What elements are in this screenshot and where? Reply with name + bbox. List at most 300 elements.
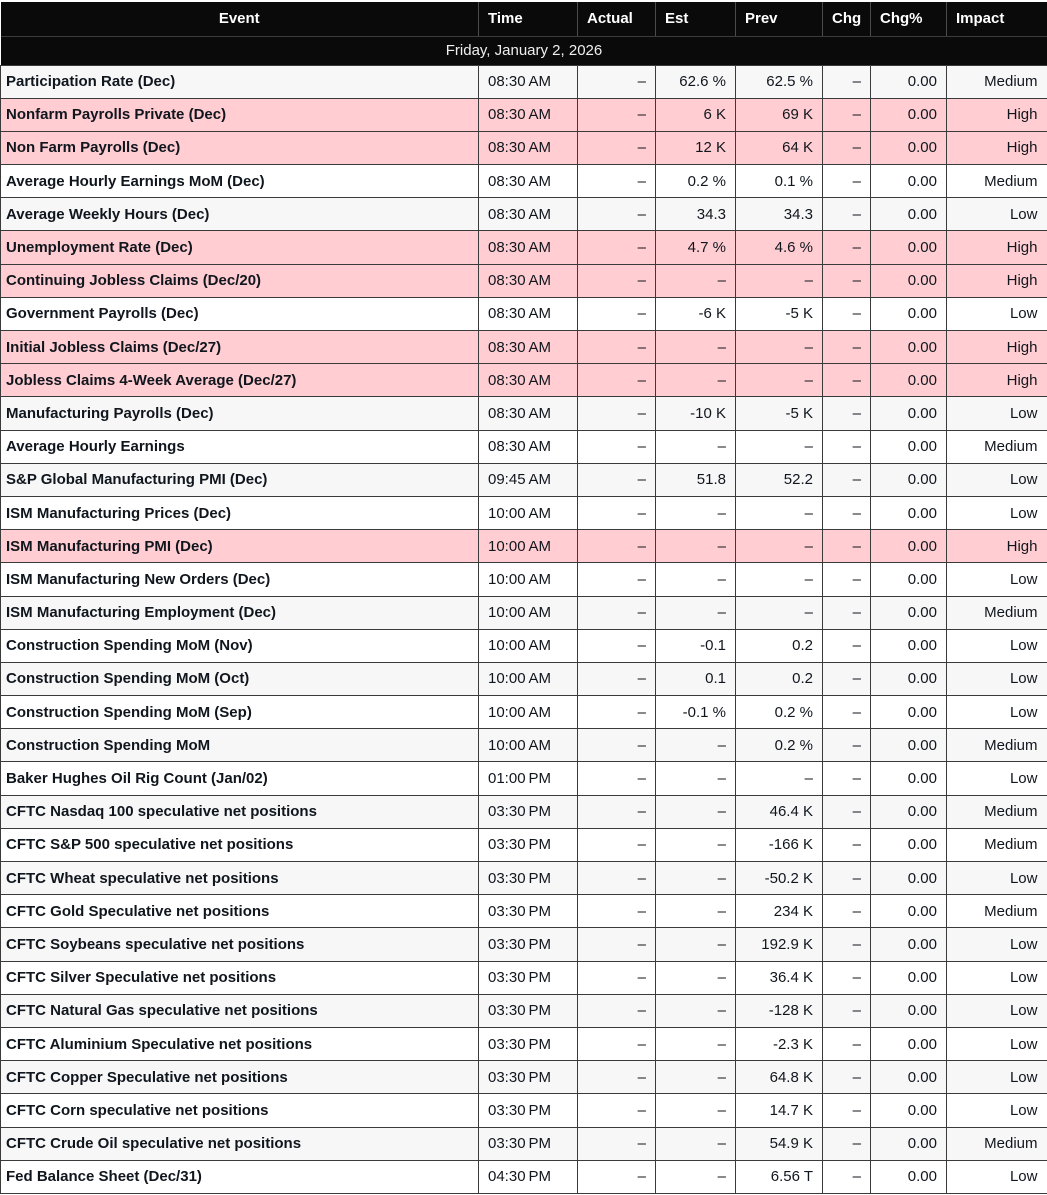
impact-cell: Medium [947,828,1047,861]
table-row[interactable] [1,530,1047,563]
event-cell: Non Farm Payrolls (Dec) [1,131,479,164]
column-header-chg: Chg% [871,2,947,36]
column-header-event: Event [1,2,479,36]
prev-cell: – [736,762,823,795]
table-row[interactable] [1,994,1047,1027]
table-row[interactable] [1,165,1047,198]
chgpct-cell: 0.00 [871,563,947,596]
event-cell: Initial Jobless Claims (Dec/27) [1,331,479,364]
time-cell: 08:30 AM [479,131,578,164]
table-row[interactable] [1,1094,1047,1127]
chgpct-cell: 0.00 [871,1160,947,1193]
impact-cell: High [947,364,1047,397]
prev-cell: -166 K [736,828,823,861]
actual-cell: – [578,563,656,596]
impact-cell: Low [947,662,1047,695]
table-row[interactable] [1,696,1047,729]
prev-cell: – [736,496,823,529]
chg-cell: – [823,895,871,928]
table-row[interactable] [1,264,1047,297]
prev-cell: 46.4 K [736,795,823,828]
prev-cell: -2.3 K [736,1027,823,1060]
chg-cell: – [823,1127,871,1160]
est-cell: – [656,364,736,397]
event-cell: CFTC Crude Oil speculative net positions [1,1127,479,1160]
table-row[interactable] [1,596,1047,629]
est-cell: – [656,496,736,529]
actual-cell: – [578,1094,656,1127]
actual-cell: – [578,530,656,563]
chgpct-cell: 0.00 [871,297,947,330]
event-cell: Construction Spending MoM [1,729,479,762]
chg-cell: – [823,961,871,994]
actual-cell: – [578,1127,656,1160]
table-row[interactable] [1,364,1047,397]
time-cell: 03:30 PM [479,1127,578,1160]
actual-cell: – [578,264,656,297]
table-row[interactable] [1,65,1047,98]
time-cell: 10:00 AM [479,662,578,695]
est-cell: 6 K [656,98,736,131]
table-row[interactable] [1,961,1047,994]
actual-cell: – [578,828,656,861]
actual-cell: – [578,729,656,762]
actual-cell: – [578,696,656,729]
impact-cell: High [947,331,1047,364]
impact-cell: Medium [947,165,1047,198]
chg-cell: – [823,862,871,895]
table-row[interactable] [1,430,1047,463]
event-cell: Nonfarm Payrolls Private (Dec) [1,98,479,131]
chg-cell: – [823,98,871,131]
actual-cell: – [578,463,656,496]
prev-cell: 0.2 [736,662,823,695]
actual-cell: – [578,662,656,695]
chg-cell: – [823,165,871,198]
est-cell: -6 K [656,297,736,330]
chgpct-cell: 0.00 [871,397,947,430]
actual-cell: – [578,994,656,1027]
impact-cell: High [947,98,1047,131]
chg-cell: – [823,198,871,231]
impact-cell: Low [947,463,1047,496]
event-cell: CFTC Silver Speculative net positions [1,961,479,994]
chgpct-cell: 0.00 [871,828,947,861]
event-cell: CFTC Soybeans speculative net positions [1,928,479,961]
chgpct-cell: 0.00 [871,131,947,164]
time-cell: 10:00 AM [479,563,578,596]
actual-cell: – [578,1027,656,1060]
event-cell: CFTC Wheat speculative net positions [1,862,479,895]
time-cell: 10:00 AM [479,696,578,729]
est-cell: 4.7 % [656,231,736,264]
event-cell: Unemployment Rate (Dec) [1,231,479,264]
est-cell: 62.6 % [656,65,736,98]
actual-cell: – [578,131,656,164]
chg-cell: – [823,1094,871,1127]
chgpct-cell: 0.00 [871,895,947,928]
prev-cell: – [736,430,823,463]
time-cell: 08:30 AM [479,331,578,364]
impact-cell: Low [947,629,1047,662]
column-header-est: Est [656,2,736,36]
chgpct-cell: 0.00 [871,1027,947,1060]
time-cell: 08:30 AM [479,264,578,297]
event-cell: CFTC Natural Gas speculative net positions [1,994,479,1027]
column-header-time: Time [479,2,578,36]
impact-cell: Low [947,397,1047,430]
chgpct-cell: 0.00 [871,331,947,364]
chgpct-cell: 0.00 [871,596,947,629]
chg-cell: – [823,463,871,496]
est-cell: – [656,795,736,828]
actual-cell: – [578,596,656,629]
time-cell: 08:30 AM [479,397,578,430]
impact-cell: Low [947,696,1047,729]
prev-cell: 54.9 K [736,1127,823,1160]
table-row[interactable] [1,98,1047,131]
est-cell: – [656,530,736,563]
chg-cell: – [823,994,871,1027]
actual-cell: – [578,928,656,961]
prev-cell: – [736,264,823,297]
prev-cell: -50.2 K [736,862,823,895]
chgpct-cell: 0.00 [871,496,947,529]
prev-cell: – [736,331,823,364]
chg-cell: – [823,1160,871,1193]
chg-cell: – [823,65,871,98]
est-cell: – [656,1127,736,1160]
prev-cell: -128 K [736,994,823,1027]
time-cell: 03:30 PM [479,862,578,895]
prev-cell: -5 K [736,397,823,430]
chgpct-cell: 0.00 [871,1094,947,1127]
impact-cell: Low [947,961,1047,994]
chg-cell: – [823,530,871,563]
table-row[interactable] [1,496,1047,529]
prev-cell: -5 K [736,297,823,330]
est-cell: 51.8 [656,463,736,496]
est-cell: -0.1 % [656,696,736,729]
column-header-row [1,2,1047,36]
impact-cell: High [947,131,1047,164]
impact-cell: Low [947,994,1047,1027]
column-header-actual: Actual [578,2,656,36]
table-row[interactable] [1,862,1047,895]
table-row[interactable] [1,629,1047,662]
time-cell: 03:30 PM [479,828,578,861]
time-cell: 01:00 PM [479,762,578,795]
impact-cell: Medium [947,895,1047,928]
actual-cell: – [578,1061,656,1094]
economic-calendar-table [0,2,1047,1194]
prev-cell: 69 K [736,98,823,131]
time-cell: 08:30 AM [479,198,578,231]
table-row[interactable] [1,331,1047,364]
actual-cell: – [578,98,656,131]
impact-cell: Low [947,198,1047,231]
impact-cell: Low [947,762,1047,795]
event-cell: CFTC Copper Speculative net positions [1,1061,479,1094]
prev-cell: 14.7 K [736,1094,823,1127]
actual-cell: – [578,231,656,264]
time-cell: 03:30 PM [479,1027,578,1060]
event-cell: CFTC Nasdaq 100 speculative net positions [1,795,479,828]
est-cell: – [656,1094,736,1127]
time-cell: 08:30 AM [479,297,578,330]
chg-cell: – [823,1061,871,1094]
prev-cell: 0.2 % [736,729,823,762]
chgpct-cell: 0.00 [871,1127,947,1160]
table-row[interactable] [1,1027,1047,1060]
impact-cell: Low [947,297,1047,330]
time-cell: 10:00 AM [479,729,578,762]
prev-cell: 36.4 K [736,961,823,994]
prev-cell: 34.3 [736,198,823,231]
event-cell: Government Payrolls (Dec) [1,297,479,330]
chgpct-cell: 0.00 [871,994,947,1027]
chgpct-cell: 0.00 [871,98,947,131]
table-row[interactable] [1,762,1047,795]
table-row[interactable] [1,463,1047,496]
time-cell: 08:30 AM [479,165,578,198]
chg-cell: – [823,696,871,729]
impact-cell: Low [947,928,1047,961]
chg-cell: – [823,231,871,264]
column-header-prev: Prev [736,2,823,36]
event-cell: ISM Manufacturing Prices (Dec) [1,496,479,529]
chgpct-cell: 0.00 [871,629,947,662]
est-cell: – [656,1061,736,1094]
prev-cell: 234 K [736,895,823,928]
table-row[interactable] [1,828,1047,861]
table-row[interactable] [1,297,1047,330]
impact-cell: Medium [947,729,1047,762]
est-cell: – [656,563,736,596]
prev-cell: 6.56 T [736,1160,823,1193]
actual-cell: – [578,496,656,529]
table-row[interactable] [1,397,1047,430]
table-row[interactable] [1,662,1047,695]
chg-cell: – [823,1027,871,1060]
actual-cell: – [578,297,656,330]
table-row[interactable] [1,1061,1047,1094]
event-cell: CFTC S&P 500 speculative net positions [1,828,479,861]
chg-cell: – [823,662,871,695]
event-cell: Average Hourly Earnings MoM (Dec) [1,165,479,198]
event-cell: S&P Global Manufacturing PMI (Dec) [1,463,479,496]
table-row[interactable] [1,198,1047,231]
prev-cell: 4.6 % [736,231,823,264]
event-cell: Baker Hughes Oil Rig Count (Jan/02) [1,762,479,795]
chgpct-cell: 0.00 [871,65,947,98]
impact-cell: Low [947,1094,1047,1127]
impact-cell: Medium [947,596,1047,629]
impact-cell: High [947,231,1047,264]
prev-cell: – [736,364,823,397]
actual-cell: – [578,430,656,463]
est-cell: – [656,862,736,895]
prev-cell: – [736,596,823,629]
chgpct-cell: 0.00 [871,231,947,264]
time-cell: 10:00 AM [479,530,578,563]
chgpct-cell: 0.00 [871,264,947,297]
time-cell: 08:30 AM [479,231,578,264]
event-cell: Jobless Claims 4-Week Average (Dec/27) [1,364,479,397]
event-cell: Continuing Jobless Claims (Dec/20) [1,264,479,297]
chg-cell: – [823,795,871,828]
impact-cell: Low [947,1061,1047,1094]
time-cell: 09:45 AM [479,463,578,496]
column-header-impact: Impact [947,2,1047,36]
chg-cell: – [823,331,871,364]
date-header: Friday, January 2, 2026 [445,42,603,59]
table-row[interactable] [1,729,1047,762]
est-cell: – [656,729,736,762]
chg-cell: – [823,364,871,397]
time-cell: 03:30 PM [479,1094,578,1127]
impact-cell: Low [947,1160,1047,1193]
chgpct-cell: 0.00 [871,463,947,496]
table-row[interactable] [1,131,1047,164]
est-cell: 34.3 [656,198,736,231]
est-cell: – [656,430,736,463]
chgpct-cell: 0.00 [871,165,947,198]
chgpct-cell: 0.00 [871,928,947,961]
chgpct-cell: 0.00 [871,198,947,231]
date-band-row [1,36,1047,65]
prev-cell: 0.2 % [736,696,823,729]
chgpct-cell: 0.00 [871,430,947,463]
est-cell: – [656,596,736,629]
chgpct-cell: 0.00 [871,762,947,795]
event-cell: CFTC Corn speculative net positions [1,1094,479,1127]
time-cell: 03:30 PM [479,795,578,828]
chgpct-cell: 0.00 [871,662,947,695]
prev-cell: – [736,530,823,563]
impact-cell: Medium [947,795,1047,828]
est-cell: – [656,895,736,928]
table-row[interactable] [1,1127,1047,1160]
actual-cell: – [578,65,656,98]
est-cell: – [656,828,736,861]
time-cell: 08:30 AM [479,430,578,463]
prev-cell: – [736,563,823,596]
event-cell: Construction Spending MoM (Nov) [1,629,479,662]
table-row[interactable] [1,928,1047,961]
chgpct-cell: 0.00 [871,729,947,762]
event-cell: Participation Rate (Dec) [1,65,479,98]
chg-cell: – [823,629,871,662]
table-row[interactable] [1,1160,1047,1193]
event-cell: Fed Balance Sheet (Dec/31) [1,1160,479,1193]
prev-cell: 0.2 [736,629,823,662]
event-cell: ISM Manufacturing New Orders (Dec) [1,563,479,596]
chg-cell: – [823,297,871,330]
chg-cell: – [823,762,871,795]
actual-cell: – [578,895,656,928]
event-cell: Average Weekly Hours (Dec) [1,198,479,231]
actual-cell: – [578,364,656,397]
time-cell: 03:30 PM [479,961,578,994]
est-cell: 0.1 [656,662,736,695]
chg-cell: – [823,729,871,762]
est-cell: – [656,961,736,994]
actual-cell: – [578,331,656,364]
impact-cell: High [947,264,1047,297]
time-cell: 10:00 AM [479,629,578,662]
time-cell: 03:30 PM [479,994,578,1027]
event-rows-body [1,65,1047,1193]
event-cell: Manufacturing Payrolls (Dec) [1,397,479,430]
est-cell: -10 K [656,397,736,430]
time-cell: 10:00 AM [479,496,578,529]
est-cell: – [656,1027,736,1060]
actual-cell: – [578,762,656,795]
est-cell: – [656,264,736,297]
chgpct-cell: 0.00 [871,961,947,994]
event-cell: Construction Spending MoM (Oct) [1,662,479,695]
prev-cell: 192.9 K [736,928,823,961]
chg-cell: – [823,928,871,961]
time-cell: 03:30 PM [479,895,578,928]
impact-cell: High [947,530,1047,563]
actual-cell: – [578,165,656,198]
est-cell: 0.2 % [656,165,736,198]
actual-cell: – [578,397,656,430]
impact-cell: Low [947,1027,1047,1060]
event-cell: ISM Manufacturing PMI (Dec) [1,530,479,563]
chg-cell: – [823,563,871,596]
table-row[interactable] [1,895,1047,928]
event-cell: Construction Spending MoM (Sep) [1,696,479,729]
chg-cell: – [823,828,871,861]
est-cell: – [656,762,736,795]
time-cell: 08:30 AM [479,364,578,397]
chgpct-cell: 0.00 [871,795,947,828]
actual-cell: – [578,629,656,662]
time-cell: 10:00 AM [479,596,578,629]
prev-cell: 0.1 % [736,165,823,198]
time-cell: 08:30 AM [479,65,578,98]
impact-cell: Medium [947,1127,1047,1160]
impact-cell: Low [947,496,1047,529]
est-cell: – [656,1160,736,1193]
chg-cell: – [823,430,871,463]
est-cell: 12 K [656,131,736,164]
event-cell: CFTC Aluminium Speculative net positions [1,1027,479,1060]
table-row[interactable] [1,795,1047,828]
est-cell: – [656,928,736,961]
impact-cell: Low [947,862,1047,895]
table-row[interactable] [1,231,1047,264]
time-cell: 03:30 PM [479,1061,578,1094]
event-cell: ISM Manufacturing Employment (Dec) [1,596,479,629]
chgpct-cell: 0.00 [871,696,947,729]
table-row[interactable] [1,563,1047,596]
chgpct-cell: 0.00 [871,862,947,895]
chgpct-cell: 0.00 [871,364,947,397]
column-header-chg: Chg [823,2,871,36]
chg-cell: – [823,264,871,297]
time-cell: 04:30 PM [479,1160,578,1193]
chgpct-cell: 0.00 [871,530,947,563]
prev-cell: 64.8 K [736,1061,823,1094]
chg-cell: – [823,131,871,164]
event-cell: Average Hourly Earnings [1,430,479,463]
time-cell: 03:30 PM [479,928,578,961]
actual-cell: – [578,862,656,895]
